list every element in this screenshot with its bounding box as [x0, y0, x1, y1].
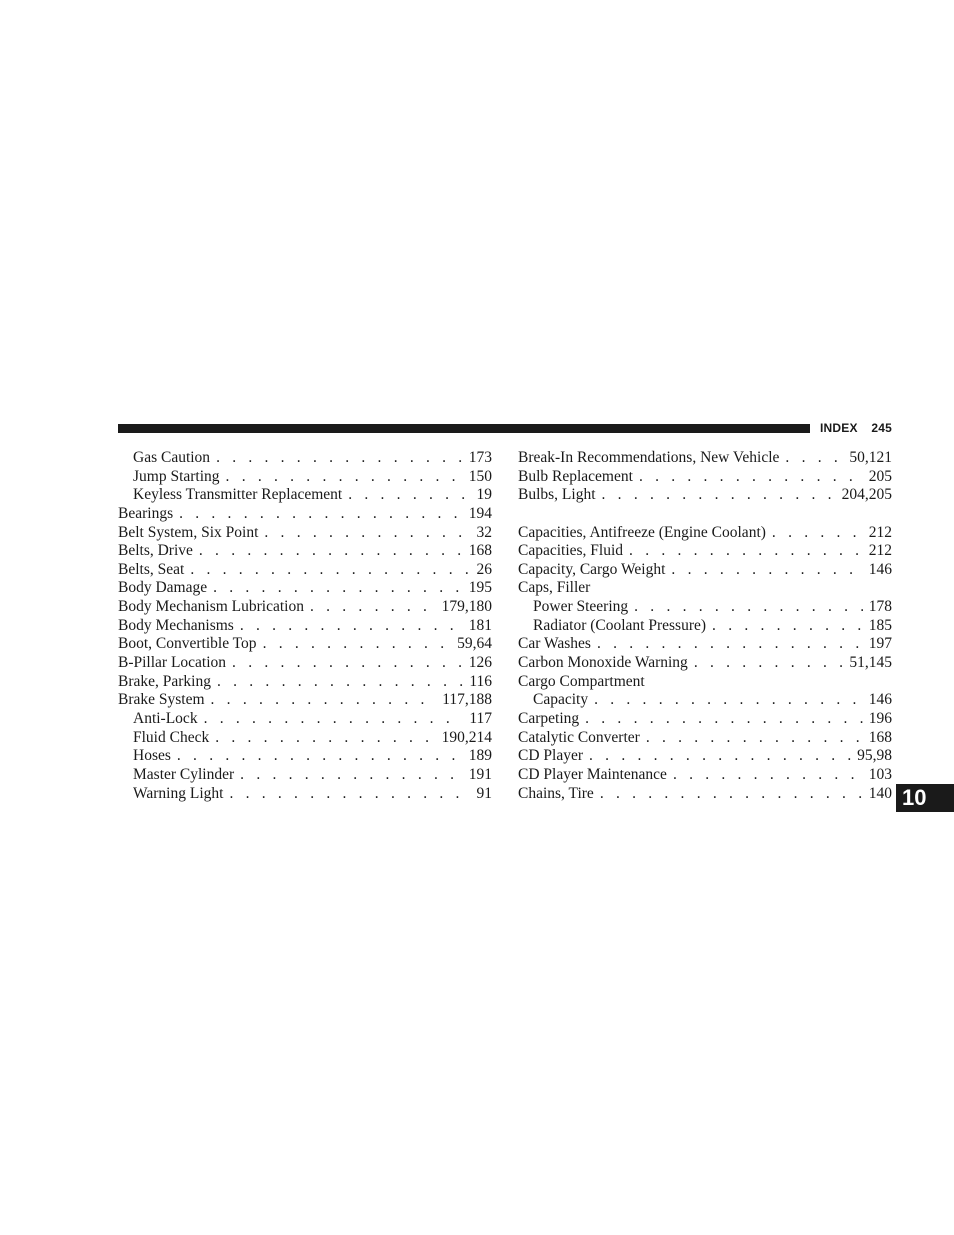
dot-leader: [639, 468, 863, 487]
index-term: Bulbs, Light: [518, 486, 596, 504]
index-entry: [118, 617, 492, 636]
index-term: Carpeting: [518, 709, 580, 727]
index-term: Belts, Drive: [118, 542, 193, 560]
index-entry: [518, 468, 892, 487]
index-page-ref: 59,64: [457, 635, 492, 653]
index-term: Jump Starting: [133, 467, 220, 485]
dot-leader: [264, 524, 470, 543]
index-subentry: [118, 747, 492, 766]
dot-leader: [226, 468, 463, 487]
index-entry: [518, 654, 892, 673]
index-term: Capacity: [533, 691, 589, 709]
index-term: Belt System, Six Point: [118, 523, 259, 541]
index-page-ref: 195: [468, 579, 492, 597]
index-page-ref: 205: [868, 467, 892, 485]
index-term: Cargo Compartment: [518, 672, 645, 690]
header-rule: [118, 424, 810, 433]
index-term: Carbon Monoxide Warning: [518, 654, 688, 672]
dot-leader: [240, 617, 463, 636]
index-entry: [118, 654, 492, 673]
dot-leader: [772, 524, 863, 543]
index-term: Gas Caution: [133, 449, 211, 466]
index-subentry: [118, 785, 492, 804]
index-page-ref: 117,188: [442, 691, 492, 709]
dot-leader: [589, 747, 851, 766]
index-page-ref: 26: [476, 560, 492, 578]
index-entry: [118, 524, 492, 543]
index-page-ref: 91: [476, 784, 492, 802]
index-term: Boot, Convertible Top: [118, 635, 257, 653]
dot-leader: [585, 710, 863, 729]
dot-leader: [217, 673, 463, 692]
dot-leader: [602, 486, 836, 505]
index-page-ref: 173: [468, 449, 492, 466]
index-page-ref: 194: [468, 504, 492, 522]
index-entry: [518, 710, 892, 729]
index-subentry: [118, 486, 492, 505]
index-page-ref: 95,98: [857, 747, 892, 765]
index-spacer: [518, 505, 892, 524]
dot-leader: [211, 691, 437, 710]
index-subentry: [518, 617, 892, 636]
dot-leader: [204, 710, 464, 729]
chapter-tab: 10: [896, 784, 954, 812]
index-page-ref: 116: [469, 672, 492, 690]
index-entry: [518, 785, 892, 804]
index-term: Capacity, Cargo Weight: [518, 560, 666, 578]
dot-leader: [232, 654, 463, 673]
index-entry: [518, 542, 892, 561]
index-page-ref: 150: [468, 467, 492, 485]
index-entry: [518, 747, 892, 766]
index-term: Anti-Lock: [133, 709, 198, 727]
index-subentry: [118, 449, 492, 468]
dot-leader: [712, 617, 863, 636]
dot-leader: [694, 654, 844, 673]
dot-leader: [177, 747, 463, 766]
index-entry: [118, 561, 492, 580]
index-column-left: [118, 449, 492, 803]
index-term: CD Player Maintenance: [518, 765, 667, 783]
index-term: CD Player: [518, 747, 584, 765]
index-entry: [118, 691, 492, 710]
index-entry: [518, 579, 892, 598]
index-term: Capacities, Antifreeze (Engine Coolant): [518, 523, 766, 541]
index-page-ref: 146: [868, 560, 892, 578]
index-page-ref: 140: [868, 784, 892, 802]
index-page-ref: 32: [476, 523, 492, 541]
index-term: Keyless Transmitter Replacement: [133, 486, 343, 504]
index-entry: [118, 542, 492, 561]
index-page-ref: 168: [868, 728, 892, 746]
dot-leader: [216, 449, 463, 468]
index-page-ref: 168: [468, 542, 492, 560]
index-term: Bulb Replacement: [518, 467, 633, 485]
dot-leader: [215, 729, 435, 748]
index-entry: [118, 598, 492, 617]
section-title: INDEX: [820, 421, 858, 435]
dot-leader: [785, 449, 843, 468]
running-header: [820, 420, 892, 436]
index-entry: [118, 673, 492, 692]
index-entry: [118, 505, 492, 524]
index-subentry: [118, 710, 492, 729]
index-entry: [518, 635, 892, 654]
index-page-ref: 179,180: [441, 598, 492, 616]
dot-leader: [671, 561, 862, 580]
index-term: Body Damage: [118, 579, 208, 597]
index-term: Break-In Recommendations, New Vehicle: [518, 449, 780, 466]
index-term: Power Steering: [533, 598, 629, 616]
index-term: Brake, Parking: [118, 672, 211, 690]
index-page-ref: 196: [868, 709, 892, 727]
index-term: Car Washes: [518, 635, 591, 653]
index-page-ref: 185: [868, 616, 892, 634]
index-term: Caps, Filler: [518, 579, 591, 597]
index-entry: [518, 766, 892, 785]
index-page-ref: 103: [868, 765, 892, 783]
index-page-ref: 212: [868, 523, 892, 541]
index-page-ref: 204,205: [841, 486, 892, 504]
index-term: Capacities, Fluid: [518, 542, 624, 560]
index-page-ref: 181: [468, 616, 492, 634]
dot-leader: [634, 598, 863, 617]
index-page-ref: 178: [868, 598, 892, 616]
index-term: Belts, Seat: [118, 560, 185, 578]
index-subentry: [518, 598, 892, 617]
index-term: Master Cylinder: [133, 765, 235, 783]
index-page-ref: 190,214: [441, 728, 492, 746]
dot-leader: [190, 561, 470, 580]
index-subentry: [118, 468, 492, 487]
index-term: Catalytic Converter: [518, 728, 640, 746]
index-subentry: [518, 691, 892, 710]
page-number: 245: [871, 421, 892, 435]
dot-leader: [597, 635, 863, 654]
index-page-ref: 191: [468, 765, 492, 783]
index-entry: [518, 729, 892, 748]
dot-leader: [348, 486, 470, 505]
index-term: Fluid Check: [133, 728, 210, 746]
index-term: Hoses: [133, 747, 171, 765]
index-page-ref: 51,145: [849, 654, 892, 672]
index-term: Chains, Tire: [518, 784, 594, 802]
dot-leader: [594, 691, 863, 710]
index-page-ref: 50,121: [849, 449, 892, 466]
index-entry: [118, 579, 492, 598]
index-term: Body Mechanisms: [118, 616, 234, 634]
index-entry: [518, 673, 892, 692]
index-subentry: [118, 729, 492, 748]
index-page-ref: 189: [468, 747, 492, 765]
index-page-ref: 212: [868, 542, 892, 560]
index-entry: [118, 635, 492, 654]
index-term: Brake System: [118, 691, 205, 709]
index-page-ref: 146: [868, 691, 892, 709]
dot-leader: [229, 785, 470, 804]
dot-leader: [240, 766, 463, 785]
dot-leader: [213, 579, 463, 598]
index-entry: [518, 449, 892, 468]
index-page-ref: 126: [468, 654, 492, 672]
index-page-ref: 197: [868, 635, 892, 653]
index-term: Body Mechanism Lubrication: [118, 598, 304, 616]
index-entry: [518, 486, 892, 505]
dot-leader: [310, 598, 436, 617]
index-page-ref: 117: [469, 709, 492, 727]
index-subentry: [118, 766, 492, 785]
index-term: Bearings: [118, 504, 174, 522]
dot-leader: [600, 785, 863, 804]
dot-leader: [179, 505, 463, 524]
index-term: Warning Light: [133, 784, 224, 802]
dot-leader: [199, 542, 463, 561]
index-page-ref: 19: [476, 486, 492, 504]
dot-leader: [263, 635, 452, 654]
dot-leader: [646, 729, 863, 748]
dot-leader: [673, 766, 863, 785]
index-column-right: [518, 449, 892, 803]
index-term: Radiator (Coolant Pressure): [533, 616, 707, 634]
dot-leader: [629, 542, 863, 561]
index-entry: [518, 524, 892, 543]
index-term: B-Pillar Location: [118, 654, 227, 672]
index-entry: [518, 561, 892, 580]
